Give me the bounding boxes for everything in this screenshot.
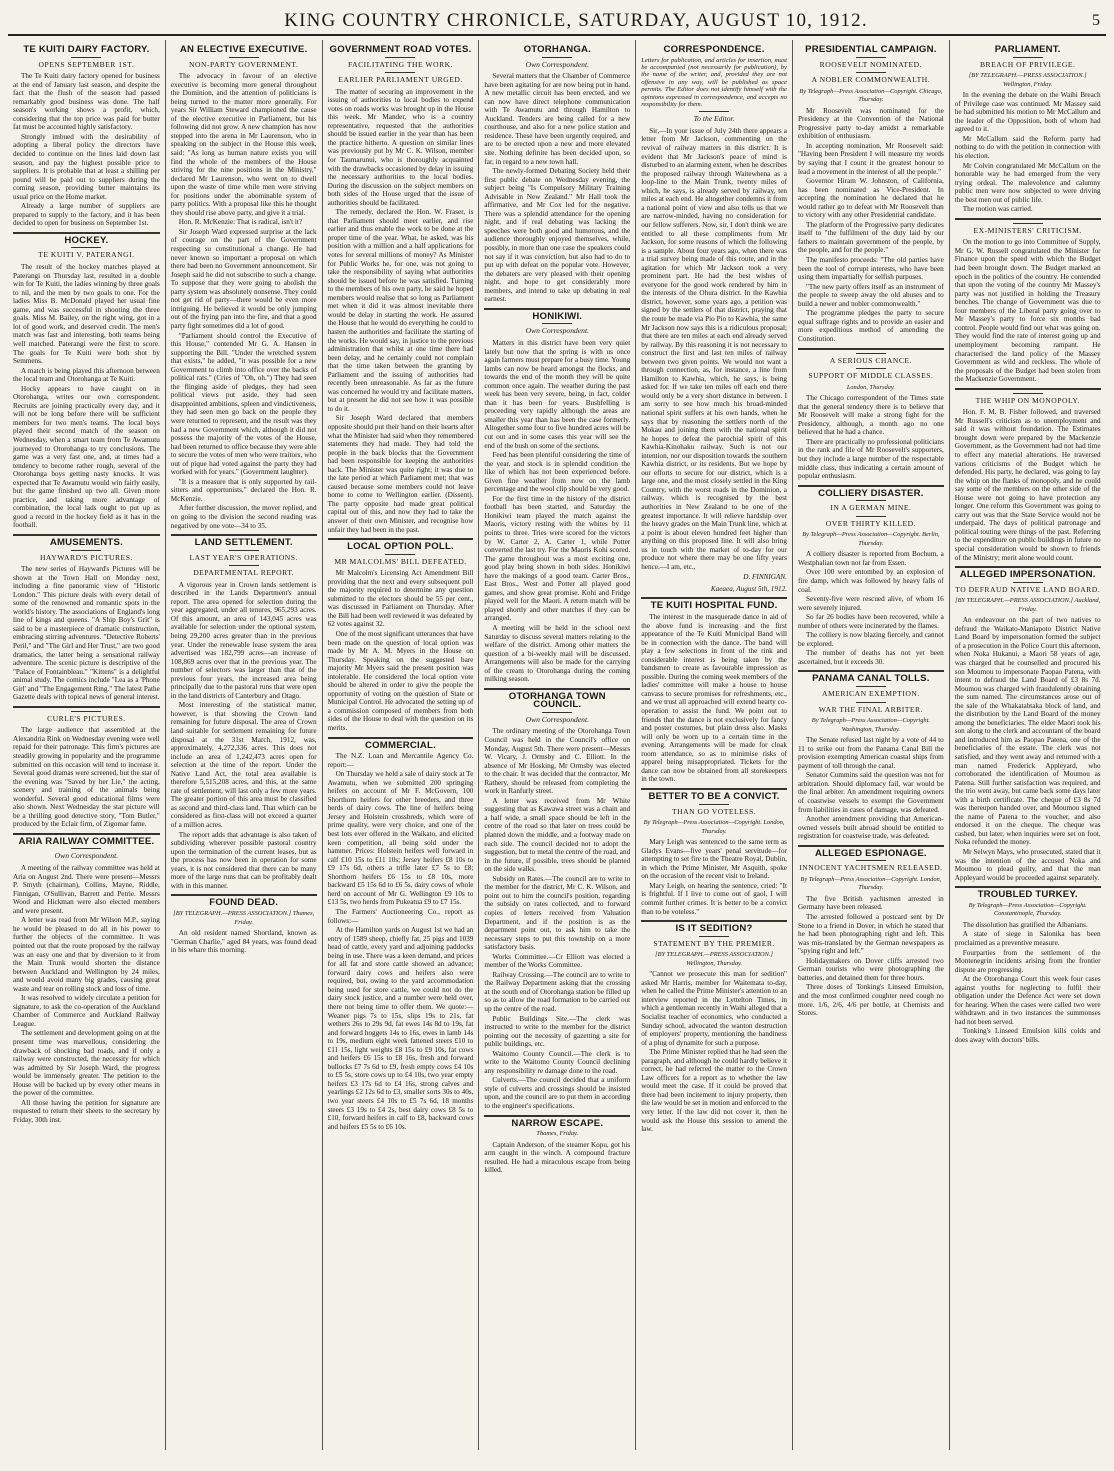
paragraph: Strongly imbued with the desirability of adopting a liberal policy the directors have decided to continue on the lines laid down last season, and pay the highest possible price to suppliers. It is probable that at least a shilling per pound will be paid out to suppliers during the coming season, providing butter maintains its usual price on the Home market. (13, 132, 160, 201)
paragraph: Three doses of Tonking's Linseed Emulsion, and the most confirmed coughter need cough no more. 1/6, 2/6, 4/6 per bottle, at Chemists and Stores. (797, 983, 944, 1018)
article (328, 737, 474, 1132)
article-subheading-2: EARLIER PARLIAMENT URGED. (338, 75, 463, 85)
section-divider (13, 232, 160, 234)
section-divider (641, 597, 787, 599)
section-divider (955, 218, 1101, 220)
article-subheading: HAYWARD'S PICTURES. (39, 552, 133, 562)
article-subheading-2: DEPARTMENTAL REPORT. (193, 568, 295, 578)
article (328, 46, 474, 534)
paragraph: Governor Hiram W. Johnston, of California, has been nominated as Vice-President. In accepting the nomination he declared that he would rather go to defeat with Mr Roosevelt than to victory with any other Presidential candidate. (797, 177, 944, 220)
paragraph: So far 26 bodies have been recovered, while a number of others were incinerated by the flames. (797, 613, 944, 630)
short-rule (699, 111, 729, 112)
paragraph: The newly-formed Debating Society held their first public debate on Wednesday evening, the subject being "Is Compulsory Military Training Advisable in New Zealand." Mr Hall took the affirmative, and Mr Cox led for the negative. There was a splendid attendance for the opening night, and if real debating was lacking the speeches were both good and humorous, and the audience thoroughly enjoyed themselves, while, possibly, in more than one case the speakers could not say if it was conviction, but also had to do to put up with defeat on the popular vote. However, the debaters are very pleased with their opening night, and hope to get considerably more members, and intend to take up debating in real earnest. (484, 167, 631, 304)
article-headline: IS IT SEDITION? (675, 923, 753, 935)
paragraph: Sir,—In your issue of July 24th there appears a letter from Mr Jackson, commenting on the revival of railway matters in this district. It is evident that Mr Jackson's peace of mind is disturbed to an alarming extent, when he describes the proposed railway through Waitewhena as a loop-line to the Main Trunk, twenty miles of which, he says, is already served by railway, ten miles at each end. He altogether condemns it from a national point of view and also tells us that we are narrow-minded, having no consideration for our fellow sufferers. Now, sir, I don't think we are entitled to all these compliments from Mr Jackson, for some reasons of which the following is a sample. About four years ago, when there was a trial survey being made of this route, and in the agitation for which Mr Jackson took a very prominent part. He had the best wishes of everyone for the good work rendered by him in the interests of the Ohura district. In the Kawhia district, however, some years ago, a petition was signed by the settlers of that district, praying that the route be made via Pio Pio to Kawhia, the same Mr Jackson now says this is a ridiculous proposal; that there are ten miles at each end already served by railway. By this reasoning it is not necessary to construct the first and last ten miles of railway between two given points. We would not want a through connection, as, for instance, a line from Hamilton to Kawhia, which, he says, is being asked for. If we take ten miles off each end there would only be a very short distance in between. I am sorry to see how much his broad-minded national spirit suffers at his own hands, when he says that by reasoning the settlers north of the Mokau and joining them with the national spirit he hopes to defeat the parochial spirit of this Kawhia-Kinohaku railway. Such is not our intention, nor our disposition towards the southern Kawhia district, or its residents. But we hope by our efforts to secure for our district, which is a large one, and the most closely settled in the King Country, with the worst roads in the Dominion, a railway, which is recognised by the best authorities in New Zealand to be one of the greatest importance. It will relieve hardship over the heavy grades on the Main Trunk line, which at a point is about eleven hundred feet higher than anything on this proposed line. It will also bring us in touch with the market of to-day for our produce not where there may be one fifty years hence.—I am, etc., (641, 126, 787, 571)
article-subheading: Own Correspondent. (525, 59, 589, 69)
paragraph: Most interesting of the statistical matter, however, is that showing the Crown land remaining for future disposal. The area of Crown land suitable for settlement remaining for future disposal at the 31st March, 1912, was, approximately, 4,272,336 acres. This does not include an area of 1,242,473 acres open for selection at the time of the report. Under the Native Land Act, the total area available is therefore 5,515,208 acres, and this, at the same rate of settlement, will last only a few more years. The greater portion of this area must be classified as second and third-class land. That which can be considered as first-class will not exceed a quarter of a million acres. (170, 701, 317, 830)
short-rule (699, 804, 729, 805)
paragraph: The Chicago correspondent of the Times state that the general tendency there is to believe that Mr Roosevelt will make a strong fight for the Presidency, although, a month ago no one believed that he had a chance. (797, 394, 944, 437)
article (171, 534, 317, 890)
section-divider (13, 833, 160, 835)
paragraph: Hon. R. McKenzie: That is radical, isn't it? (178, 218, 303, 227)
article-subheading: CURLE'S PICTURES. (47, 713, 126, 723)
article-subheading: ROOSEVELT NOMINATED. (819, 59, 923, 69)
section-divider (641, 920, 787, 922)
section-divider (798, 845, 944, 847)
paragraph: In accepting nomination, Mr Roosevelt said: "Having been President I will measure my words by saying that I count it the greatest honour to lead a movement in the interest of all the people." (797, 141, 944, 176)
paragraph: Already a large number of suppliers are prepared to supply to the factory, and it has been decided to open for business on September 1st. (13, 202, 160, 228)
paragraph: The Farmers' Auctioneering Co., report as follows:— (327, 907, 474, 925)
section-divider (641, 788, 787, 790)
article-headline: CORRESPONDENCE. (663, 44, 765, 55)
paragraph: A colliery disaster is reported from Bochum, a Westphalian town not far from Essen. (797, 550, 944, 567)
short-rule (1013, 582, 1043, 583)
paragraph: At the Hamilton yards on August 1st we had an entry of 1589 sheep, chiefly fat, 25 pigs and 1039 head of cattle, every yard and adjoining paddocks being in use. There was a keen demand, and prices for all fat and store cattle showed an advance; forward dairy cows and heifers also were required, but, owing to the yard accommodation being used for store cattle, we could not do the dairy stock justice, and a number were held over, there not being time to offer them. We quote:—Weaner pigs 7s to 15s, slips 19s to 21s, fat wethers 26s to 29s 9d, fat ewes 14s 8d to 19s, fat and forward hoggets 14s to 16s, ewes in lamb 14s to 19s, medium eight week fattened steers £10 to £11 15s, light weights £8 15s to £9 10s, fat cows and heifers £6 15s to £8 16s, fresh and forward bullocks £7 7s 6d to £9, fresh empty cows £4 10s to £5 5s, store cows up to £4 10s, two year empty heifers £3 17s 6d to £4 16s, strong calves and yearlings £2 12s 6d to £3, smaller sorts 30s to 40s, two year steers £4 10s to £5 7s 6d, 18 months steers £3 19s to £4 2s, best dairy cows £8 5s to £10, forward heifers in calf to £8, backward cows and heifers £5 5s to £6 10s. (327, 926, 474, 1131)
article (798, 46, 944, 344)
article (798, 485, 944, 667)
article-headline: OTORHANGA TOWN COUNCIL. (508, 690, 606, 711)
short-rule (229, 550, 259, 551)
article (798, 348, 944, 481)
article-headline: ALLEGED IMPERSONATION. (959, 569, 1096, 581)
article-headline: COLLIERY DISASTER. (818, 487, 924, 499)
paragraph: Hocky appears to have caught on in Otorohanga, writes our own correspondent. Recruits are joining practically every day, and it will not be long before there will be sufficient members for two men's teams. The local boys played their second match of the season on Wednesday, when a smart team from Te Awamutu journeyed to Otorohanga to try conclusions. The game was a very fast one, and, at times had a tendency to become rather rough, several of the Otorohanga boys getting nasty knocks. It was expected that Te Awamutu would win fairly easily, but the game finished up two all. Given more practice, and taking more advantage of combination, the local lads ought to put up as good a record in the hockey field as it has in the football. (13, 384, 160, 530)
paragraph: The Prime Minister replied that he had seen the paragraph, and although he could hardly believe it correct, he had referred the matter to the Crown Law officers for a report as to whether the law would meet the case. If it could be proved that there had been incitement to injury property, then the law would be set in motion and enforced to the very letter. If the law did not cover it, then he would ask the House this session to amend the law. (641, 1048, 787, 1134)
paragraph: The ordinary meeting of the Otorohanga Town Council was held in the Council's office on Monday, August 5th. There were present—Messrs W. Vicary, J. Ormsby and C. Elliott. In the absence of Mr Hosking, Mr Ormsby was elected to the chair. It was decided that the contractor, Mr Rathery, should be released from completing the work in Ranfurly street. (484, 727, 631, 796)
article-subheading: THAN GO VOTELESS. (672, 806, 757, 816)
paragraph: The report adds that advantage is also taken of subdividing wherever possible pastoral country upon the termination of the current leases, but as the process has now been in operation for some years, it is not considered that there can be many more of the large runs that can be profitably dealt with in this manner. (170, 830, 317, 890)
masthead (8, 8, 1106, 36)
article (484, 688, 630, 1111)
paragraph: At the Otorohanga Court this week four cases against youths for neglecting to fulfil their obligation under the Defence Act were set down for hearing. When the cases were called two were withdrawn and in two instances the summonses had not been served. (954, 975, 1101, 1026)
article-headline: FOUND DEAD. (209, 897, 279, 909)
dateline: [BY TELEGRAPH.—PRESS ASSOCIATION.] Wellington, Thursday. (655, 951, 774, 967)
paragraph: Feed has been plentiful considering the time of the year, and stock is in splendid condition the like of which has not been experienced before. Given fine weather from now on the lamb percentage and the wool clip should be very good. (484, 451, 631, 494)
paragraph: Fourparties from the settlement of the Montenegrin incidents arising from the frontier dispute are progressing. (954, 948, 1101, 974)
paragraph: Railway Crossing.—The council are to write to the Railway Department asking that the crossing at the south end of Otorohanga station be filled up so as to allow the road formation to be carried out up the centre of the road. (484, 970, 631, 1013)
paragraph: After further discussion, the mover replied, and on going to the division the second reading was negatived by one vote—34 to 35. (170, 504, 317, 530)
section-divider (955, 566, 1101, 568)
dateline: By Telegraph—Press Association—Copyright. Chicago, Thursday. (799, 87, 943, 104)
paragraph: Seventy-five were rescued alive, of whom 16 were severely injured. (797, 595, 944, 612)
article-headline: HOCKEY. (64, 234, 109, 246)
article (13, 46, 160, 228)
article (955, 886, 1101, 1044)
paragraph: Holidaymakers on Dover cliffs arrested two German tourists who were photographing the batteries, and detained them for three hours. (797, 956, 944, 982)
article-subheading: INNOCENT YACHTSMEN RELEASED. (799, 863, 943, 873)
paragraph: A letter was received from Mr White suggesting that as Kawawa street was a chain and a half wide, a small space should be left in the centre of the road so that later on trees could be planted down the middle, and a footway made on each side. The council decided not to adopt the suggestion, but to metal the centre of the road, and in the future, if possible, trees should be planted on the side walks. (484, 796, 631, 874)
paragraph: Captain Anderson, of the steamer Kopu, got his arm caught in the winch. A compound fracture resulted. He had a miraculous escape from being killed. (484, 1140, 631, 1175)
section-divider (955, 886, 1101, 888)
short-rule (856, 516, 886, 517)
article-headline: TROUBLED TURKEY. (977, 889, 1078, 901)
article-headline: BETTER TO BE A CONVICT. (648, 790, 780, 802)
dateline: [BY TELEGRAPH.—PRESS ASSOCIATION.] Wellington, Friday. (968, 72, 1087, 88)
paragraph: The five British yachtsmen arrested in Germany have been released. (797, 894, 944, 912)
article-subheading: MR MALCOLMS' BILL DEFEATED. (334, 556, 467, 566)
article-subheading: EX-MINISTERS' CRITICISM. (973, 225, 1082, 235)
short-rule (71, 57, 101, 58)
article-subheading: FACILITATING THE WORK. (347, 59, 454, 69)
article (955, 566, 1101, 882)
short-rule (542, 323, 572, 324)
short-rule (385, 72, 415, 73)
article-headline: AN ELECTIVE EXECUTIVE. (179, 44, 308, 55)
short-rule (856, 368, 886, 369)
article-subheading: Own Correspondent. (54, 851, 119, 861)
article (641, 920, 787, 1134)
short-rule (71, 711, 101, 712)
short-rule (1013, 393, 1043, 394)
section-divider (171, 534, 317, 536)
paragraph: The programme pledges the party to secure equal suffrage rights and to provide an easier and more expeditious method of amending the Constitution. (797, 309, 944, 343)
article (798, 845, 944, 1018)
article-subheading: Own Correspondent. (525, 714, 589, 724)
paragraph: A letter was read from Mr Wilson M.P., saying he would be pleased to do all in his power to further the objects of the committee. It was pointed out that the route proposed by the railway was an easy one and that by diversion to it from the Main Trunk would shorten the distance between Auckland and Wellington by 24 miles, and would avoid many big grades, causing great waste and tear on rolling stock and loss of time. (13, 916, 160, 993)
article-subheading: To the Editor. (693, 114, 735, 124)
paragraph: The Te Kuiti dairy factory opened for business at the end of January last season, and despite the fact that the flush of the season had passed remarkably good business was done. The half season's working shows a profit, which, considering that the top price was paid for butter fat must be accounted highly satisfactory. (13, 72, 160, 132)
column-2 (165, 40, 322, 1450)
section-divider (484, 1115, 630, 1117)
dateline: [BY TELEGRAPH.—PRESS ASSOCIATION.] Auckland, Friday. (955, 597, 1101, 613)
article-subheading: BREACH OF PRIVILEGE. (979, 59, 1076, 69)
dateline: Thames, Friday. (536, 1130, 579, 1138)
section-divider (13, 534, 160, 536)
article-headline: PRESIDENTIAL CAMPAIGN. (805, 44, 937, 55)
signature: D. FINNIGAN. (743, 573, 787, 582)
paragraph: Waitomo County Council.—The clerk is to write to the Waitomo County Council declining any responsibility re damage done to the road. (484, 1049, 631, 1075)
article (641, 788, 787, 916)
editorial-note: Letters for publication, and articles for insertion, must be accompanied (not necessarily for publication), by the name of the writer, and, provided they are not offensive in any way, will be published as space permits. The Editor does not identify himself with the opinions expressed in correspondence, and accepts no responsibility for them. (641, 56, 787, 108)
column-4 (478, 40, 635, 1450)
columns (8, 40, 1106, 1450)
article-headline: TE KUITI DAIRY FACTORY. (23, 44, 150, 55)
paragraph: Works Committee.—Cr Elliott was elected a member of the Works Committee. (484, 952, 631, 970)
dateline: By Telegraph—Press Association—Copyright. Berlin, Thursday. (802, 531, 940, 547)
short-rule (542, 712, 572, 713)
article-subheading: AMERICAN EXEMPTION. (822, 689, 920, 698)
paragraph: The manifesto proceeds: "The old parties have been the tool of corrupt interests, who have been using them impartially for selfish purposes. (797, 256, 944, 282)
page-number: 5 (1092, 12, 1100, 29)
article-subheading: TO DEFRAUD NATIVE LAND BOARD. (955, 584, 1101, 594)
signature-place: Kaeaea, August 5th, 1912. (710, 584, 787, 593)
article (13, 232, 160, 530)
paragraph: A vigorous year in Crown lands settlement is described in the Lands Department's annual report. The area opened for selection during the year aggregated, under all tenures, 965,293 acres. Of this amount, an area of 143,045 acres was available for selection under the optional system, being 29,200 acres greater than in the previous year. Under the renewable lease system the area advertised was 182,799 acres—an increase of 108,869 acres over that in the previous year. The number of selectors was larger than that of the previous four years, the increased area being principally due to the pastoral runs that were open in the land districts of Canterbury and Otago. (170, 580, 317, 700)
article (484, 308, 630, 684)
paragraph: Matters in this district have been very quiet lately but now that the spring is with us once again farmers must prepare for a busy time. Young lambs can now be heard amongst the flocks, and towards the end of the month they will be quite common once again. The weather during the past week has been very severe, being, in fact, colder than it has been for years. Bushfelling is proceeding very rapidly although the areas are smaller this year than has been the case formerly. Altogether some four to five hundred acres will be cut out and in some cases this year will see the end of the bush on some of the sections. (484, 338, 631, 450)
paragraph: Senator Cummins said the question was not for arbitration. Should diplomacy fail, war would be the final arbiter. An amendment requiring owners of coastwise vessels to exempt the Government from liabilities in cases of damage, was defeated. (797, 771, 944, 814)
paragraph: "Cannot we prosecute this man for sedition" asked Mr Harris, member for Waitemata to-day, when he called the Prime Minister's attention to an interview reported in the Lyttelton Times, in which a gentleman recently in Waihi alleged that a Socialist teacher of economics, who conducted a Sunday school, advocated the wanton destruction of employers' property, mentioning the handiness of a plug of dynamite for such a purpose. (641, 970, 787, 1047)
dateline: By Telegraph—Press Association—Copyright. Constantinople, Thursday. (968, 901, 1087, 918)
article (171, 46, 317, 530)
paragraph: Sir Joseph Ward declared that members opposite should put their hand on their hearts after what the Minister had said when they remembered statements they had made. They had told the people in the back blocks that the Government had been responsible for keeping the authorities back. The Minister was quite right; it was due to the late period at which Parliament met; that was caused because some members could not leave home to come to Wellington earlier. (Dissent). The party opposite had made great political capital out of this, and now they had to take the answer of their own Minister, and recognise how unfair they had been in the past. (327, 414, 474, 534)
dateline: London, Thursday. (846, 383, 895, 391)
short-rule (542, 57, 572, 58)
article-headline: COMMERCIAL. (365, 739, 436, 751)
article-headline: PANAMA CANAL TOLLS. (812, 673, 930, 685)
short-rule (856, 860, 886, 861)
paragraph: Sir Joseph Ward expressed surprise at the lack of courage on the part of the Government respecting so constitutional a change. He had never known so important a proposal on which there had been no Government announcement. Sir Joseph said he did not subscribe to such a change. To suppose that they were going to abolish the party system was absolutely nonsense. They could not get rid of party—there would be even more intriguing. He believed it would be only jumping out of the frying pan into the fire, and that a good party fight sometimes did a lot of good. (170, 227, 317, 330)
paragraph: Tonking's Linseed Emulsion kills colds and does away with doctors' bills. (954, 1027, 1101, 1044)
article-subheading: A SERIOUS CHANCE. (829, 355, 912, 365)
short-rule (856, 353, 886, 354)
article-subheading: OPENS SEPTEMBER 1ST. (38, 59, 135, 69)
article (328, 538, 474, 732)
newspaper-page (8, 8, 1106, 1455)
article (798, 670, 944, 840)
paragraph: The N.Z. Loan and Mercantile Agency Co. report:— (327, 752, 474, 769)
short-rule (856, 57, 886, 58)
article-subheading: IN A GERMAN MINE. (830, 503, 912, 513)
paragraph: The motion was carried. (962, 205, 1033, 214)
dateline: By Telegraph—Press Association—Copyright. London, Thursday. (800, 875, 942, 892)
article (955, 388, 1101, 562)
dateline: [BY TELEGRAPH.—PRESS ASSOCIATION.] Thames, Friday. (173, 909, 315, 926)
paragraph: The number of deaths has not yet been ascertained, but it exceeds 30. (797, 649, 944, 666)
article-subheading: Own Correspondent. (525, 326, 589, 336)
column-1 (8, 40, 165, 1450)
article-headline: PARLIAMENT. (994, 44, 1061, 55)
paragraph: "It is a measure that is only supported by rail-sitters and opportunists," declared the Hon. R. McKenzie. (170, 477, 317, 503)
paragraph: The dissolution has gratified the Albanians. (962, 920, 1088, 929)
short-rule (71, 848, 101, 849)
article-headline: OTORHANGA. (523, 44, 591, 55)
article-subheading-2: SUPPORT OF MIDDLE CLASSES. (808, 371, 934, 381)
section-divider (13, 706, 160, 708)
paragraph: Mr McCallum said the Reform party had nothing to do with the petition in connection with his election. (954, 134, 1101, 161)
paragraph: Mr Malcolm's Licensing Act Amendment Bill providing that the next and every subsequent poll the majority required to determine any question submitted to the electors should be 55 per cent., was discussed in Parliament on Thursday. After the Bill had been well reviewed it was defeated by 62 votes against 32. (327, 569, 474, 629)
section-divider (798, 485, 944, 487)
article-headline: LAND SETTLEMENT. (194, 537, 293, 549)
article (171, 894, 317, 954)
column-7 (949, 40, 1106, 1450)
short-rule (385, 554, 415, 555)
article-headline: GOVERNMENT ROAD VOTES. (329, 44, 472, 55)
dateline: By Telegraph—Press Association—Copyright. London, Thursday. (643, 819, 785, 835)
paragraph: On the motion to go into Committee of Supply, Mr G. W. Russell congratulated the Minister for Finance upon the speed with which the Budget had been brought down. The Budget marked an epoch in the politics of the country. He contended that upon the voting of the country Mr Massey's party was not justified in holding the Treasury benches. The change of Government was due to four members of the Liberal party going over to Mr Massey's party to force six months bad control. People would find out what was going on. They would find the rate of interest going up and unemployment becoming rampant. He characterised the land policy of the Massey Government as wild and reckless. The whole of the proposals of the Budget had been stolen from the Mackenzie Government. (954, 238, 1101, 384)
paragraph: Over 100 were entombed by an explosion of fire damp, which was followed by heavy falls of coal. (797, 568, 944, 594)
section-divider (955, 388, 1101, 390)
paragraph: Hon. F. M. B. Fisher followed, and traversed Mr Russell's criticism as to unemployment and said it was without foundation. The Estimates brought down were prepared by the Mackenzie Government, as the Government had not had time to effect any material alterations. He traversed various criticisms of the Budget which he defended. His party, he declared, was going to lay the whip on the flanks of monopoly, and he could say some of the members on the other side of the House were not going to have protection any longer. One reform this Government was going to carry out was that the State Service would not be underpaid. The days of political patronage and political touting were things of the past. Referring to the expenditure on public buildings in future no special consideration would be shown to friends of the Ministry; merit alone would count. (954, 408, 1101, 562)
short-rule (229, 565, 259, 566)
short-rule (856, 72, 886, 73)
paragraph: An endeavour on the part of two natives to defraud the Waikato-Maniapoto District Native Land Board by impersonation formed the subject of a prosecution in the Police Court this afternoon, when Noka Hukanui, a Maori 58 years of age, was charged that he counselled and procured his son Moumou to impersonate Paopao Patena, with intent to defraud the Land Board of £3 8s 7d. Moumou was charged with fraudulently obtaining the sum named. The circumstances arose out of the sale of the Whakatabtaka block of land, and the distribution by the Land Board of the money among the beneficiaries. The elder Maori took his son along to the clerk and accountant of the board and introduced him as Paopao Patena, one of the beneficiaries of the estate. The clerk was not satisfied, and they went away and returned with a man named Frederick Appleyard, who corroborated the identification of Moumou as Patena. Still further satisfaction was required, and the trio went away, but came back some days later with a birth certificate. The cheque of £3 8s 7d was thereupon handed over, and Moumou signed the name of Patena to the voucher, and also endorsed it on the cheque. The cheque was cashed, but later, when inquiries were set on foot, Noka refunded the money. (954, 616, 1101, 847)
article-subheading-2: WAR THE FINAL ARBITER. (818, 704, 923, 714)
column-3 (322, 40, 479, 1450)
article-subheading: NON-PARTY GOVERNMENT. (189, 59, 299, 69)
article (13, 534, 160, 702)
paragraph: The new series of Hayward's Pictures will be shown at the Town Hall on Monday next, including a fine panoramic view of "Historic London." This picture deals with every detail of some of the renowned and romantic spots in the world's history. The associations of England's long line of kings and queens. "A Ship Boy's Grit" is said to be a masterpiece of dramatic construction, embracing stirring adventures. "Detective Roberts' Peril," and "The Girl and Her Trust," are two good dramatics, the latter being a sensational railway adventure. The scenic picture is descriptive of the "Palace of Fontainbleau." "Kittens" is a delightful animal study. The comics include "Lea as a 'Phone Girl' and "The Engagement Ring." The latest Pathe Gazette deals with topical news of general interest. (13, 565, 160, 702)
paragraph: Mr Colvin congratulated Mr McCallum on the honorable way he had emerged from the very trying ordeal. The malevolence and calumny public men were now subjected to were driving the best men out of public life. (954, 161, 1101, 204)
short-rule (229, 57, 259, 58)
article-headline: TE KUITI HOSPITAL FUND. (650, 600, 778, 612)
paragraph: Mary Leigh was sentenced to the same term as Gladys Evans—five years' penal servitude—for attempting to set fire to the Theatre Royal, Dublin, in which the Prime Minister, Mr Asquith, spoke on the occasion of the recent visit to Ireland. (641, 838, 787, 881)
article-subheading: THE WHIP ON MONOPOLY. (975, 395, 1080, 405)
section-divider (328, 538, 474, 540)
paragraph: The platform of the Progressive party dedicates itself to "the fulfilment of the duty laid by our fathers to maintain government of the people, by the people, and for the people." (797, 220, 944, 255)
article-headline: LOCAL OPTION POLL. (347, 541, 454, 553)
article-subheading-2: A NOBLER COMMONWEALTH. (811, 75, 931, 85)
paragraph: There are practically no professional politicians in the rank and file of Mr Roosevelt's supporters, but they include a large number of the respectable middle class, thus indicating a certain amount of popular enthusiasm. (797, 437, 944, 481)
article-subheading: STATEMENT BY THE PREMIER. (653, 938, 775, 948)
paragraph: An old resident named Shortland, known as "German Charlie," aged 84 years, was found dead in his whare this morning. (170, 929, 317, 955)
article-subheading: LAST YEAR'S OPERATIONS. (189, 552, 298, 562)
dateline: By Telegraph—Press Association—Copyright. Washington, Thursday. (811, 717, 930, 733)
paragraph: For the first time in the history of the district football has been started, and Saturday the Honikiwi team played the match against the Maoris, victory resting with the whites by 11 points to three. Tries were scored for the victors by W. Carter 2, A. Carter 1, while Potter converted the last try. For the Maoris Kohi scored. The game throughout was a most exciting one, good play being shown in both sides. Honikiwi have the makings of a good team. Carter Bros., East Bros., West and Potter all played good games, and show great promise. Kohi and Fridge played well for the Maori. A return match will be played shortly and other matches if they can be arranged. (484, 494, 631, 623)
section-divider (798, 348, 944, 350)
paragraph: A meeting of the railway committee was held at Aria on August 2nd. There were present—Messrs P. Smyth (chairman), Collins, Mayne, Riddle, Finnigan, O'Sullivan, Barrett and Petrie. Messrs Wood and Hickman were also elected members and were present. (13, 864, 160, 915)
article-subheading-2: OVER THIRTY KILLED. (825, 518, 916, 528)
section-divider (484, 308, 630, 310)
paragraph: All those having the petition for signature are requested to return their sheets to the secretary by Friday, 30th inst. (13, 1098, 160, 1124)
paragraph: Mary Leigh, on hearing the sentence, cried: "It is frightful. If I live to come out of gaol, I will commit further crimes. It is better to be a convict than to be voteless." (641, 881, 787, 916)
column-5 (635, 40, 792, 1450)
article (955, 46, 1101, 214)
paragraph: The result of the hockey matches played at Paterangi on Thursday last, resulted in a double win for Te Kuiti, the ladies winning by three goals to nil, and the men by two goals to one. For the ladies Miss B. McDonald played her usual fine game, and was successful in shooting the three goals. Miss M. Bailey, on the right wing, got in a lot of good work, and deserved credit. The men's match was fast and interesting, both teams being well matched. Paterangi were the first to score. The goals for Te Kuiti were both shot by Semmens. (13, 263, 160, 366)
article (641, 46, 787, 593)
paragraph: It was resolved to widely circulate a petition for signature, to ask the co-operation of the Auckland Chamber of Commerce and Auckland Railway League. (13, 994, 160, 1028)
article-headline: NARROW ESCAPE. (511, 1117, 604, 1129)
paragraph: The matter of securing an improvement in the issuing of authorities to local bodies to expend votes on roads works was brought up in the House this week. Mr Mander, who is a country representative, requested that the authorities should be issued earlier in the year than has been the practice hitherto. A question on similar lines was previously put by Mr C. K. Wilson, member for Taumarunui, who is thoroughly acquainted with the drawbacks occasioned by delay in issuing the necessary authorities to the local bodies. During the discussion on the subject members on both sides of the House urged that the issue of authorities should be facilitated. (327, 87, 474, 207)
article-headline: ALLEGED ESPIONAGE. (814, 847, 927, 859)
article (641, 597, 787, 783)
paragraph: A match is being played this afternoon between the local team and Otorohanga at Te Kuiti. (13, 366, 160, 384)
section-divider (484, 688, 630, 690)
short-rule (699, 936, 729, 937)
paragraph: A meeting will be held in the school next Saturday to discuss several matters relating to the welfare of the district. Among other matters the question of a bi-weekly mail will be discussed. Arrangements will also be made for the carrying of the cream to Otorohanga during the coming milking season. (484, 624, 631, 684)
paragraph: "Parliament should control the Executive of this House," contended Mr G. A. Hansen in supporting the Bill. "Under the wretched system that exists," he added, "it was possible for a new Government to climb into office over the backs of political rats." (Cries of "Oh, oh.") They had seen the flinging aside of pledges, they had seen political views put aside, they had seen disappointed ambitions, spleen and vindictiveness, they had seen men go back on the people they were returned to represent, and the result was they had a new Government which, although it did not possess the majority of the votes of the House, had been returned to office because they were able to secure the votes of men who were traitors, who out of pique had voted against the party they had worked with for years." (Government laughter). (170, 331, 317, 477)
paragraph: The arrested followed a postcard sent by Dr Stone to a friend in Dover, in which he stated that he had been photographing right and left. This was mis-translated by the German newspapers as "spying right and left." (797, 913, 944, 956)
paragraph: The colliery is now blazing fiercely, and cannot be explored. (797, 631, 944, 648)
paragraph: The settlement and development going on at the present time was marvellous, considering the drawback of shocking bad roads, and if only a railway were constructed, the necessity for which was admitted by Sir Joseph Ward, the progress would be immensely greater. The petition to the House will be backed up by every other means in the power of the committee. (13, 1029, 160, 1098)
paragraph: On Thursday we held a sale of dairy stock at Te Awamutu, when we submitted 200 springing heifers on account of Mr F. McGovern, 100 Shorthorn heifers for other breeders, and three herds of dairy cows. The line of heifers being Jersey and Holstein crossbreds, which were of prime quality, were very choice, and one of the best lots ever offered in the Waikato, and elicited keen competition, all being sold under the hammer. Prices: Holstein heifers well forward in calf £10 15s to £11 10s; Jersey heifers £8 10s to £9 17s 6d, others a trifle later £7 5s to £8; Shorthorn heifers £6 15s to £8 10s, more backward £5 15s 6d to £6 5s, dairy cows of whole herd on account of Mr G. Wellington £9 10s to £13 5s, two herds from Pukeatua £9 to £7 15s. (327, 770, 474, 907)
article (13, 833, 160, 1125)
paragraph: In the evening the debate on the Waihi Breach of Privilege case was continued. Mr Massey said he had submitted his motion to Mr McCallum and the leader of the Opposition, both of whom had agreed to it. (954, 91, 1101, 134)
paragraph: Culverts.—The council decided that a uniform style of culverts and crossings should be insisted upon, and the council are to put them in according to the engineer's specifications. (484, 1076, 631, 1110)
paragraph: The Senate refused last night by a vote of 44 to 11 to strike out from the Panama Canal Bill the provision exempting American coastal ships from payment of toll through the canal. (797, 736, 944, 770)
article (484, 1115, 630, 1175)
article-headline: ARIA RAILWAY COMMITTEE. (18, 835, 155, 847)
paragraph: Mr Selwyn Mays, who prosecuted, stated that it was the intention of the accused Noka and Moumou to plead guilty, and that the man Appleyard would be proceeded against separately. (954, 848, 1101, 882)
short-rule (856, 500, 886, 501)
section-divider (328, 737, 474, 739)
paragraph: The large audience that assembled at the Alexandria Rink on Wednesday evening were well repaid for their patronage. This firm's pictures are steadily growing in popularity and the programme submitted on this occasion will tend to increase it. Several good dramas were screened, but the star of the evening was "Saved by her Lie," the acting, scenery and training of the animals being wonderful. Several good educational films were also shown. Next Wednesday the star picture will be a thrilling good detective story, "Tom Butler," produced by the Eclair firm, of Zigomar fame. (13, 726, 160, 829)
section-divider (798, 670, 944, 672)
paragraph: Several matters that the Chamber of Commerce have been agitating for are now being put in hand. A new metallic circuit has been erected, and we can now have direct telephone communication with Te Awamutu and through Hamilton to Auckland. Tenders are being called for a new courthouse, and also for a new police station and residence. These have been urgently required, and are to be erected upon a new and more elevated site. Nothing definite has been decided upon, so far, in regard to a new town hall. (484, 72, 631, 166)
short-rule (856, 702, 886, 703)
paragraph: The advocacy in favour of an elective executive is becoming more general throughout the Dominion, and the attention of politicians is being turned to the matter more generally. For years Sir William Steward championed the cause of the elective executive in Parliament, but his following did not grow. A new champion has now stepped into the arena in Mr Laurenson, who in speaking on the subject in the House this week, said: "As long as human nature exists you will find the whole of the members of the House striving for the nine positions in the Ministry," declared Mr Laurenson, who went on to dwell upon the waste of time while men were striving for positions under the abominable system of party politics. With a proposal like this he thought they should rise above party, and give it a trial. (170, 72, 317, 217)
column-6 (792, 40, 949, 1450)
paragraph: The remedy, declared the Hon. W. Fraser, is that Parliament should meet earlier, and rise earlier and thus enable the work to be done at the proper time of the year. What, he asked, was his position with a million and a half applications for votes for several millions of money? As Minister for Public Works he, for one, was not going to take the responsibility of saying what authorities should be issued before he was satisfied. Turning to the members of his own party, he said he hoped members would realise that so long as Parliament met when it did it was almost inevitable there would be delay in starting the work. He assured the House that he would do everything he could to hasten the authorities and facilitate the starting of the works. He would say, in justice to the previous administration that whilst at one time there had been delay, and he certainly could not complain that the time taken between the granting by Parliament and the issuing of authorities had recently been unreasonable. As far as the future was concerned he would try and facilitate matters, but at present he did not see how it was possible to do it. (327, 208, 474, 413)
article (484, 46, 630, 304)
short-rule (1013, 223, 1043, 224)
short-rule (385, 57, 415, 58)
paragraph: One of the most significant utterances that have been made on the question of local option was made by Mr A. M. Myers in the House on Thursday. Speaking on the suggested bare majority Mr Myers said the present position was intolerable. He considered the local option vote should be altered in order to give the people the opportunity of voting on the question of State or Municipal Control. He advocated the setting up of a commission composed of members from both sides of the House to deal with the question on its merits. (327, 630, 474, 733)
paragraph: The interest in the masquerade dance in aid of the above fund is increasing and the first appearance of the Te Kuiti Municipal Band will be in connection with the dance. The band will play a few selections in front of the rink and considerable interest is being taken by the bandsmen to create as favourable impression as possible. During the coming week members of the ladies' committee will make a house to house canvass to secure promises for refreshments, etc., and we trust all approached will extend hearty co-operation to assist the fund. We point out to friends that the dance is not exclusively for fancy and poster costumes, but plain dress also. Masks will only be worn up to a certain time in the evening. Arrangements will be made for cloak room attendance, so as to minimise risks of apparel being misappropriated. Tickets for the dance can now be obtained from all storekeepers in the town. (641, 613, 787, 784)
article-headline: HONIKIWI. (532, 310, 583, 322)
short-rule (71, 550, 101, 551)
article (955, 218, 1101, 384)
article (13, 706, 160, 829)
paragraph: Subsidy on Rates.—The council are to write to the member for the district, Mr C. K. Wilson, and point out to him the council's position, regarding the subsidy on rates collected, and to forward copies of letters received from Valuation Department, and if the position is as the department point out, to ask him to take the necessary steps to put this township on a more satisfactory basis. (484, 874, 631, 952)
short-rule (856, 686, 886, 687)
paragraph: A state of siege in Salonika has been proclaimed as a preventive measure. (954, 930, 1101, 947)
short-rule (1013, 57, 1043, 58)
article-headline: AMUSEMENTS. (49, 536, 123, 548)
paragraph: Another amendment providing that American-owned vessels built abroad should be entitled to registration for coastwise trade, was defeated. (797, 815, 944, 841)
article-subheading: TE KUITI V. PATERANGI. (38, 250, 135, 260)
section-divider (171, 894, 317, 896)
short-rule (71, 247, 101, 248)
newspaper-title: KING COUNTRY CHRONICLE, SATURDAY, AUGUST 10, 1912. (284, 10, 868, 31)
paragraph: Mr Roosevelt was nominated for the Presidency at the Convention of the National Progressive party to-day amidst a remarkable exhibition of enthusiasm. (797, 106, 944, 141)
paragraph: Public Buildings Site.—The clerk was instructed to write to the member for the district pointing out the necessity of gazetting a site for public buildings, etc. (484, 1014, 631, 1049)
paragraph: "The new party offers itself as an instrument of the people to sweep away the old abuses and to build a newer and nobler commonwealth." (797, 282, 944, 308)
